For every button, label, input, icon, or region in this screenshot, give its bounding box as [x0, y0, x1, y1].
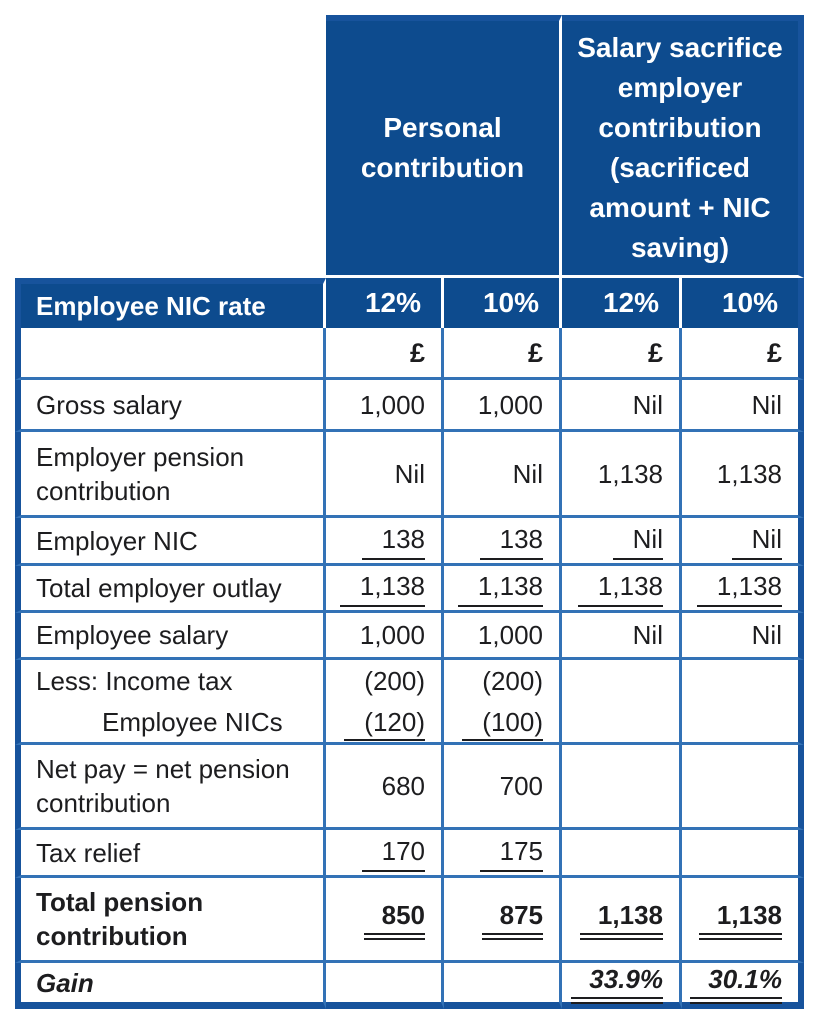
total-outlay-c1: 1,138 [326, 566, 444, 613]
row-gross-salary-label: Gross salary [15, 380, 326, 432]
currency-col4: £ [682, 328, 804, 380]
less-c4 [682, 660, 804, 745]
row-employer-pension-label: Employer pension contribution [15, 432, 326, 518]
row-total-pension-label: Total pension contribution [15, 878, 326, 963]
row-employee-salary-label: Employee salary [15, 613, 326, 660]
net-pay-c2: 700 [444, 745, 562, 830]
employee-salary-c2: 1,000 [444, 613, 562, 660]
total-pension-c2: 875 [444, 878, 562, 963]
top-left-blank [15, 15, 326, 278]
nic-rate-personal-12: 12% [326, 278, 444, 328]
gain-c3: 33.9% [562, 963, 682, 1009]
group-header-personal-label: Personal contribution [360, 112, 525, 183]
total-pension-c1: 850 [326, 878, 444, 963]
row-employer-nic-label: Employer NIC [15, 518, 326, 566]
row-gain-label: Gain [15, 963, 326, 1009]
less-c2: (200) (100) [444, 660, 562, 745]
employee-salary-c1: 1,000 [326, 613, 444, 660]
less-c3 [562, 660, 682, 745]
total-pension-c3: 1,138 [562, 878, 682, 963]
net-pay-c1: 680 [326, 745, 444, 830]
total-outlay-c2: 1,138 [444, 566, 562, 613]
employer-pension-c1: Nil [326, 432, 444, 518]
tax-relief-c3 [562, 830, 682, 878]
currency-row-label-blank [15, 328, 326, 380]
currency-col3: £ [562, 328, 682, 380]
employer-nic-c3: Nil [562, 518, 682, 566]
employer-nic-c2: 138 [444, 518, 562, 566]
currency-col1: £ [326, 328, 444, 380]
employer-pension-c4: 1,138 [682, 432, 804, 518]
employer-pension-c2: Nil [444, 432, 562, 518]
total-outlay-c4: 1,138 [682, 566, 804, 613]
net-pay-c3 [562, 745, 682, 830]
less-employee-nics-label: Employee NICs [102, 706, 283, 737]
currency-col2: £ [444, 328, 562, 380]
employee-salary-c4: Nil [682, 613, 804, 660]
group-header-salary-sacrifice [562, 15, 804, 278]
tax-relief-c1: 170 [326, 830, 444, 878]
less-income-tax-label: Less: Income tax [36, 665, 233, 696]
total-outlay-c3: 1,138 [562, 566, 682, 613]
gross-salary-c1: 1,000 [326, 380, 444, 432]
total-pension-c4: 1,138 [682, 878, 804, 963]
gain-c1 [326, 963, 444, 1009]
row-less-label [15, 660, 326, 745]
gain-c2 [444, 963, 562, 1009]
group-header-salary-sacrifice-label: Salary sacrifice employer contribution (sacrificed amount + NIC saving) [577, 32, 783, 263]
row-net-pay-label: Net pay = net pension contribution [15, 745, 326, 830]
employer-nic-c1: 138 [326, 518, 444, 566]
employee-salary-c3: Nil [562, 613, 682, 660]
less-c1: (200) (120) [326, 660, 444, 745]
nic-rate-personal-10: 10% [444, 278, 562, 328]
employer-nic-c4: Nil [682, 518, 804, 566]
group-header-personal [326, 15, 562, 278]
row-total-outlay-label: Total employer outlay [15, 566, 326, 613]
gross-salary-c2: 1,000 [444, 380, 562, 432]
gross-salary-c3: Nil [562, 380, 682, 432]
gain-c4: 30.1% [682, 963, 804, 1009]
gross-salary-c4: Nil [682, 380, 804, 432]
nic-rate-row-label: Employee NIC rate [15, 278, 326, 328]
row-tax-relief-label: Tax relief [15, 830, 326, 878]
tax-relief-c2: 175 [444, 830, 562, 878]
pension-comparison-table [15, 15, 804, 1009]
net-pay-c4 [682, 745, 804, 830]
employer-pension-c3: 1,138 [562, 432, 682, 518]
nic-rate-sacrifice-12: 12% [562, 278, 682, 328]
nic-rate-sacrifice-10: 10% [682, 278, 804, 328]
tax-relief-c4 [682, 830, 804, 878]
